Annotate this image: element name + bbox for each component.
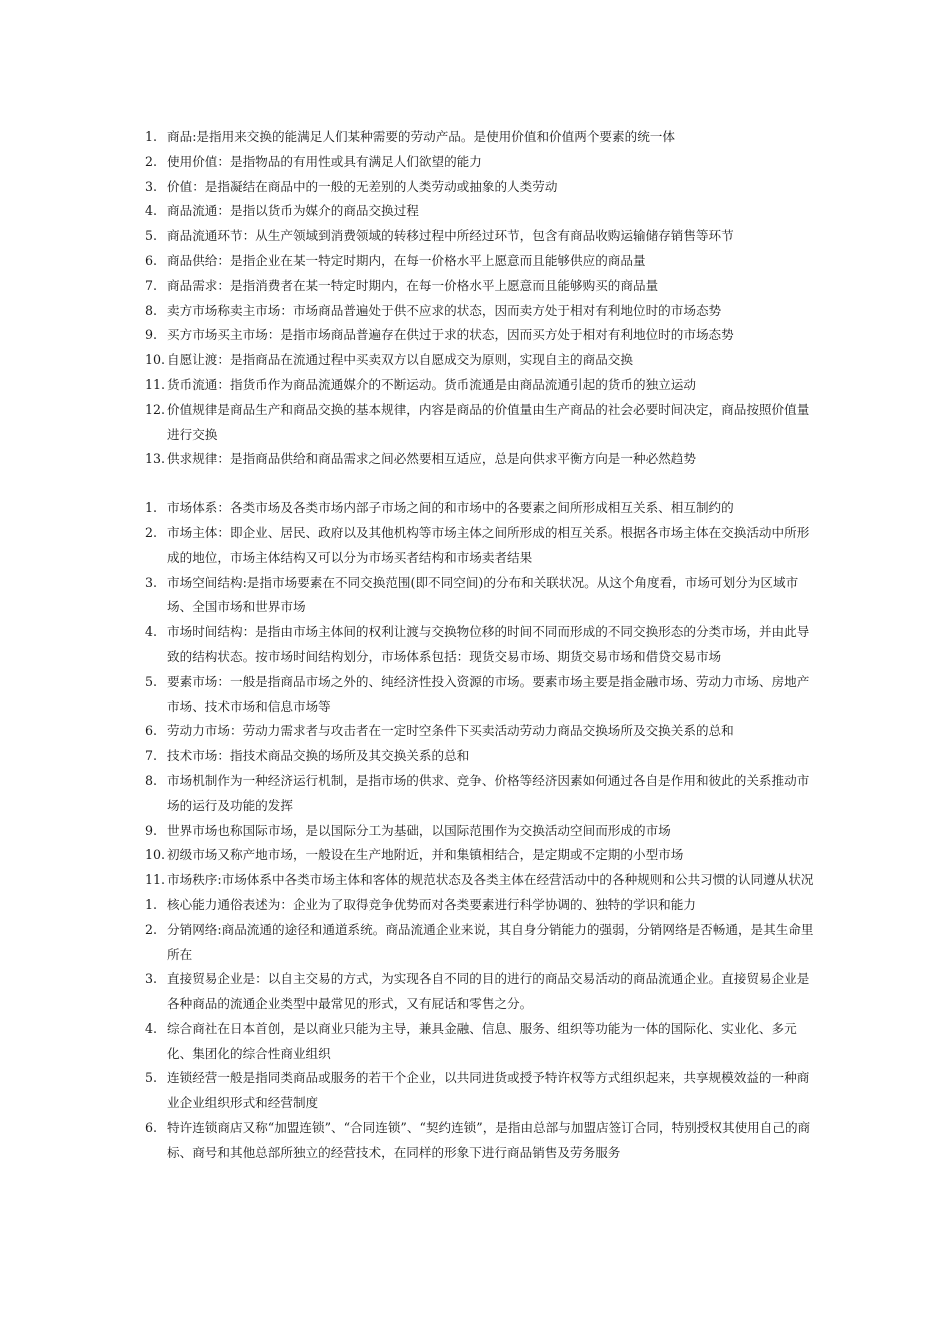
item-text: 市场主体：即企业、居民、政府以及其他机构等市场主体之间所形成的相互关系。根据各市场主体在交换活动中所形成的地位，市场主体结构又可以分为市场买者结构和市场卖者结果 (167, 524, 810, 565)
item-number: 3. (145, 574, 158, 590)
list-item (145, 744, 815, 769)
list-item (145, 521, 815, 571)
section-commodity-terms (145, 125, 815, 472)
item-text: 商品需求：是指消费者在某一特定时期内，在每一价格水平上愿意而且能够购买的商品量 (167, 277, 659, 293)
item-number: 11. (145, 872, 166, 888)
list-item (145, 274, 815, 299)
item-text: 分销网络:商品流通的途径和通道系统。商品流通企业来说，其自身分销能力的强弱，分销网络是否畅通，是其生命里所在 (167, 921, 814, 962)
document-content (145, 125, 815, 1166)
list-item (145, 249, 815, 274)
list-item (145, 299, 815, 324)
item-number: 13. (145, 451, 166, 467)
item-text: 市场时间结构：是指由市场主体间的权利让渡与交换物位移的时间不同而形成的不同交换形态的分类市场，并由此导致的结构状态。按市场时间结构划分，市场体系包括：现货交易市场、期货交易市场和借贷交易市场 (167, 624, 810, 664)
list-item (145, 496, 815, 521)
item-number: 7. (145, 277, 158, 293)
item-number: 7. (145, 748, 158, 764)
list-item (145, 348, 815, 373)
item-text: 特许连锁商店又称“加盟连锁”、“合同连锁”、“契约连锁”，是指由总部与加盟店签订合同，特别授权其使用自己的商标、商号和其他总部所独立的经营技术，在同样的形象下进行商品销售及劳务服务 (167, 1120, 811, 1160)
item-text: 买方市场买主市场：是指市场商品普遍存在供过于求的状态，因而买方处于相对有利地位时的市场态势 (167, 327, 734, 343)
item-number: 6. (145, 723, 158, 739)
item-number: 1. (145, 129, 158, 144)
item-number: 4. (145, 624, 158, 640)
item-number: 6. (145, 1120, 158, 1136)
item-text: 世界市场也称国际市场，是以国际分工为基础，以国际范围作为交换活动空间而形成的市场 (167, 822, 671, 838)
section-enterprise-terms (145, 893, 815, 1166)
item-text: 市场机制作为一种经济运行机制，是指市场的供求、竞争、价格等经济因素如何通过各自是作用和彼此的关系推动市场的运行及功能的发挥 (167, 772, 810, 813)
item-number: 2. (145, 524, 158, 540)
list-item (145, 918, 815, 968)
item-text: 卖方市场称卖主市场：市场商品普遍处于供不应求的状态，因而卖方处于相对有利地位时的市场态势 (167, 302, 722, 318)
item-number: 3. (145, 178, 158, 194)
item-text: 综合商社在日本首创，是以商业只能为主导，兼具金融、信息、服务、组织等功能为一体的国际化、实业化、多元化、集团化的综合性商业组织 (167, 1020, 797, 1061)
list-item (145, 819, 815, 844)
item-text: 供求规律：是指商品供给和商品需求之间必然要相互适应，总是向供求平衡方向是一种必然趋势 (167, 451, 696, 467)
item-text: 核心能力通俗表述为：企业为了取得竞争优势而对各类要素进行科学协调的、独特的学识和能力 (167, 896, 696, 912)
list-item (145, 447, 815, 472)
item-number: 10. (145, 847, 166, 863)
item-text: 使用价值：是指物品的有用性或具有满足人们欲望的能力 (167, 153, 482, 169)
item-number: 9. (145, 822, 158, 838)
item-text: 商品流通：是指以货币为媒介的商品交换过程 (167, 203, 419, 219)
item-number: 2. (145, 921, 158, 937)
item-number: 6. (145, 252, 158, 268)
item-number: 8. (145, 772, 158, 788)
item-text: 价值：是指凝结在商品中的一般的无差别的人类劳动或抽象的人类劳动 (167, 178, 558, 194)
section-market-terms (145, 496, 815, 893)
item-number: 4. (145, 1020, 158, 1036)
item-text: 商品:是指用来交换的能满足人们某种需要的劳动产品。是使用价值和价值两个要素的统一体 (167, 129, 675, 144)
item-text: 商品流通环节：从生产领域到消费领域的转移过程中所经过环节，包含有商品收购运输储存销售等环节 (167, 228, 734, 244)
item-text: 技术市场：指技术商品交换的场所及其交换关系的总和 (167, 748, 470, 764)
item-text: 价值规律是商品生产和商品交换的基本规律，内容是商品的价值量由生产商品的社会必要时间决定，商品按照价值量进行交换 (167, 401, 810, 442)
list-item (145, 199, 815, 224)
item-number: 10. (145, 352, 166, 368)
item-text: 商品供给：是指企业在某一特定时期内，在每一价格水平上愿意而且能够供应的商品量 (167, 252, 646, 268)
item-number: 5. (145, 1070, 158, 1086)
item-text: 连锁经营一般是指同类商品或服务的若干个企业，以共同进货或授予特许权等方式组织起来，共享规模效益的一种商业企业组织形式和经营制度 (167, 1070, 810, 1111)
item-text: 货币流通：指货币作为商品流通媒介的不断运动。货币流通是由商品流通引起的货币的独立运动 (167, 376, 696, 392)
list-item (145, 967, 815, 1017)
item-number: 4. (145, 203, 158, 219)
item-number: 1. (145, 896, 158, 912)
list-item (145, 893, 815, 918)
item-text: 初级市场又称产地市场，一般设在生产地附近，并和集镇相结合，是定期或不定期的小型市场 (167, 847, 684, 863)
item-text: 劳动力市场：劳动力需求者与攻击者在一定时空条件下买卖活动劳动力商品交换场所及交换关系的总和 (167, 723, 734, 739)
list-item (145, 175, 815, 200)
list-item (145, 670, 815, 720)
list-item (145, 125, 815, 150)
list-item (145, 719, 815, 744)
item-number: 8. (145, 302, 158, 318)
list-item (145, 620, 815, 670)
list-item (145, 373, 815, 398)
item-text: 市场空间结构:是指市场要素在不同交换范围(即不同空间)的分布和关联状况。从这个角度看，市场可划分为区域市场、全国市场和世界市场 (167, 574, 799, 615)
list-item (145, 323, 815, 348)
list-item (145, 1017, 815, 1067)
item-text: 自愿让渡：是指商品在流通过程中买卖双方以自愿成交为原则，实现自主的商品交换 (167, 352, 633, 368)
item-text: 市场秩序:市场体系中各类市场主体和客体的规范状态及各类主体在经营活动中的各种规则和公共习惯的认同遵从状况 (167, 872, 814, 888)
list-item (145, 571, 815, 621)
list-item (145, 224, 815, 249)
item-number: 5. (145, 228, 158, 244)
list-item (145, 843, 815, 868)
list-item (145, 398, 815, 448)
item-number: 12. (145, 401, 166, 417)
list-item (145, 1066, 815, 1116)
item-text: 直接贸易企业是：以自主交易的方式，为实现各自不同的目的进行的商品交易活动的商品流通企业。直接贸易企业是各种商品的流通企业类型中最常见的形式，又有屁话和零售之分。 (167, 971, 810, 1012)
list-item (145, 1116, 815, 1166)
list-item (145, 769, 815, 819)
item-number: 3. (145, 971, 158, 987)
item-text: 要素市场：一般是指商品市场之外的、纯经济性投入资源的市场。要素市场主要是指金融市场、劳动力市场、房地产市场、技术市场和信息市场等 (167, 673, 810, 714)
item-number: 2. (145, 153, 158, 169)
list-item (145, 150, 815, 175)
item-number: 5. (145, 673, 158, 689)
item-number: 1. (145, 500, 158, 516)
item-text: 市场体系：各类市场及各类市场内部子市场之间的和市场中的各要素之间所形成相互关系、相互制约的 (167, 500, 734, 516)
list-item (145, 868, 815, 893)
item-number: 11. (145, 376, 166, 392)
item-number: 9. (145, 327, 158, 343)
